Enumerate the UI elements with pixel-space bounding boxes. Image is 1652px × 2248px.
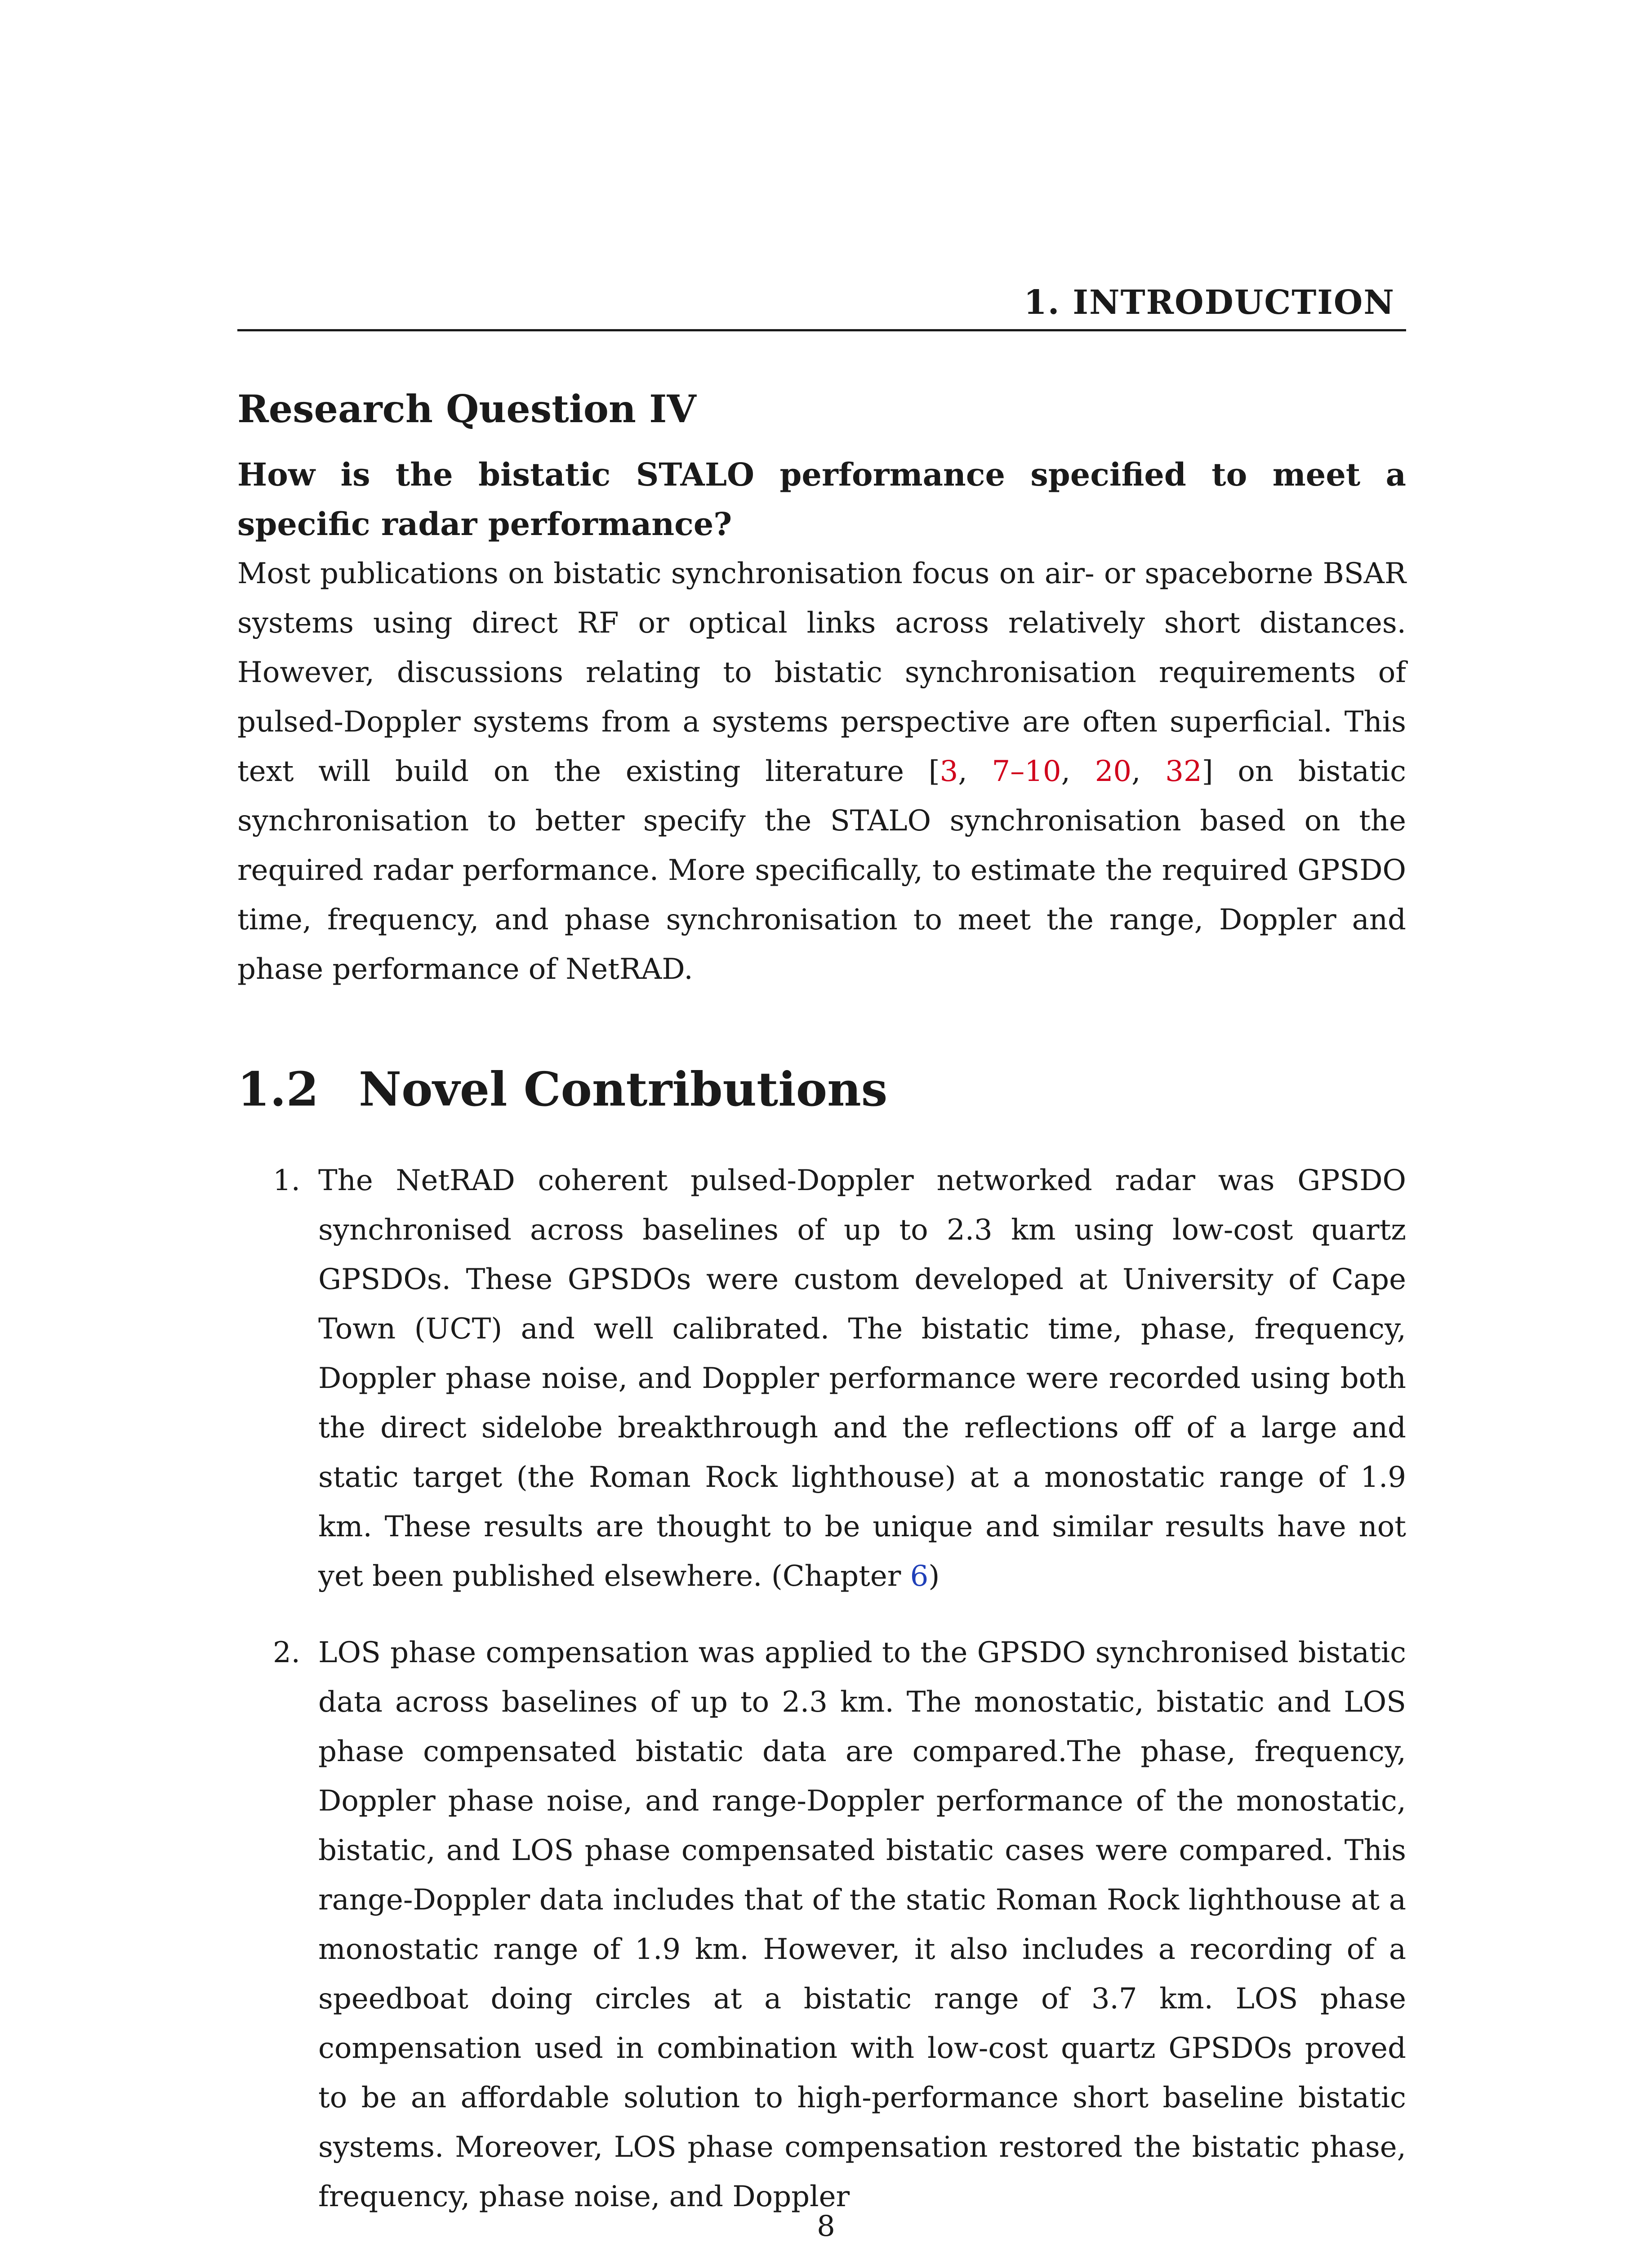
citation-link[interactable]: 20 — [1095, 754, 1132, 788]
list-item-body-end: ) — [928, 1559, 940, 1593]
citation-link[interactable]: 3 — [940, 754, 958, 788]
running-header-title: 1. INTRODUCTION — [1024, 283, 1395, 322]
list-item-text — [318, 1156, 1406, 1601]
list-item-body: LOS phase compensation was applied to the GPSDO synchronised bistatic data across baselines of up to 2.3 km. The monostatic, bistatic and LOS phase compensated bistatic data are compared.The phase, frequency, Doppler phase noise, and range-Doppler performance of the monostatic, bistatic, and LOS phase compensated bistatic cases were compared. This range-Doppler data includes that of the static Roman Rock lighthouse at a monostatic range of 1.9 km. However, it also includes a recording of a speedboat doing circles at a bistatic range of 3.7 km. LOS phase compensation used in combination with low-cost quartz GPSDOs proved to be an affordable solution to high-performance short baseline bistatic systems. Moreover, LOS phase compensation restored the bistatic phase, frequency, phase noise, and Doppler — [318, 1636, 1406, 2213]
research-question-paragraph: Most publications on bistatic synchronisation focus on air- or spaceborne BSAR systems using direct RF or optical links across relatively short distances. However, discussions relating to bistatic synchronisation requirements of pulsed-Doppler systems from a systems perspective are often superficial. This text will build on the existing literature [3, 7–10, 20, 32] on bistatic synchronisation to better specify the STALO synchronisation based on the required radar performance. More specifically, to estimate the required GPSDO time, frequency, and phase synchronisation to meet the range, Doppler and phase performance of NetRAD. — [237, 557, 1407, 986]
chapter-reference-link[interactable]: 6 — [910, 1559, 929, 1593]
page-content — [237, 387, 1406, 2248]
contributions-list — [237, 1156, 1406, 2221]
research-question-heading: Research Question IV — [237, 387, 696, 431]
section-heading — [237, 1062, 1406, 1118]
list-item-body: The NetRAD coherent pulsed-Doppler networked radar was GPSDO synchronised across baselines of up to 2.3 km using low-cost quartz GPSDOs. These GPSDOs were custom developed at University of Cape Town (UCT) and well calibrated. The bistatic time, phase, frequency, Doppler phase noise, and Doppler performance were recorded using both the direct sidelobe breakthrough and the reflections off of a large and static target (the Roman Rock lighthouse) at a monostatic range of 1.9 km. These results are thought to be unique and similar results have not yet been published elsewhere. (Chapter — [318, 1164, 1406, 1593]
research-question-text: How is the bistatic STALO performance specified to meet a specific radar performance? — [237, 455, 1406, 543]
paragraph-text-start: Most publications on bistatic synchronisation focus on air- or spaceborne BSAR systems using direct RF or optical links across relatively short distances. However, discussions relating to bistatic synchronisation requirements of pulsed-Doppler systems from a systems perspective are often superficial. This text will build on the existing literature [ — [237, 557, 1406, 788]
list-item — [237, 1628, 1406, 2221]
paragraph-text-end: ] on bistatic synchronisation to better specify the STALO synchronisation based on the required radar performance. More specifically, to estimate the required GPSDO time, frequency, and phase synchronisation to meet the range, Doppler and phase performance of NetRAD. — [237, 754, 1407, 986]
list-item-number: 2. — [272, 1636, 300, 1669]
section-number: 1.2 — [237, 1061, 319, 1117]
list-item-number: 1. — [272, 1164, 300, 1197]
section-title: Novel Contributions — [359, 1061, 888, 1117]
list-item-text — [318, 1628, 1406, 2221]
citation-link[interactable]: 32 — [1165, 754, 1202, 788]
page-number: 8 — [817, 2210, 835, 2243]
citation-link[interactable]: 7–10 — [992, 754, 1061, 788]
running-header — [237, 279, 1406, 331]
list-item — [237, 1156, 1406, 1601]
